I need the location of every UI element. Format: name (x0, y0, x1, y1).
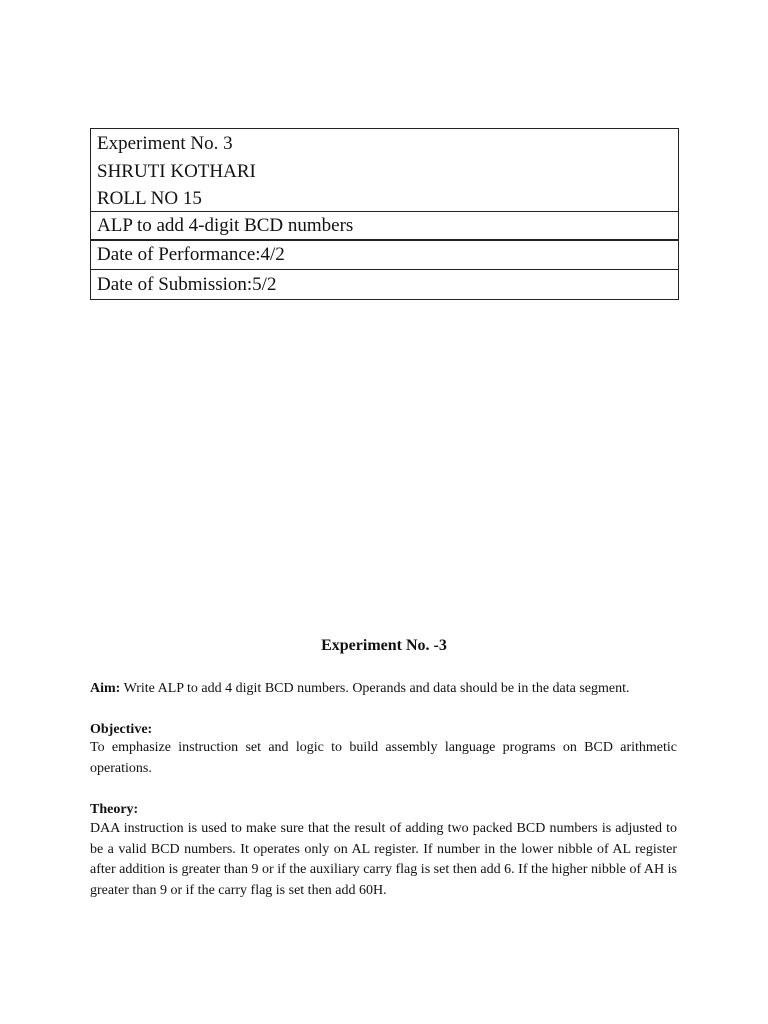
date-of-submission: Date of Submission:5/2 (97, 274, 277, 295)
student-name: SHRUTI KOTHARI (97, 160, 256, 182)
aim-text: Write ALP to add 4 digit BCD numbers. Operands and data should be in the data segment. (120, 681, 630, 696)
experiment-title: ALP to add 4-digit BCD numbers (91, 212, 678, 241)
objective-text: To emphasize instruction set and logic to build assembly language programs on BCD arithmetic operations. (90, 740, 677, 776)
roll-number: ROLL NO 15 (97, 188, 202, 209)
theory-label: Theory: (90, 802, 139, 817)
document-heading: Experiment No. -3 (321, 637, 447, 654)
header-table (90, 128, 679, 300)
objective-label: Objective: (90, 722, 153, 737)
aim-label: Aim: (90, 681, 121, 696)
date-of-performance: Date of Performance:4/2 (91, 241, 678, 270)
theory-text: DAA instruction is used to make sure that the result of adding two packed BCD numbers is adjusted to be a valid BCD numbers. It operates only on AL register. If number in the lower nibble of AL register after addition is greater than 9 or if the auxiliary carry flag is set then add 6. If the higher nibble of AH is greater than 9 or if the carry flag is set then add 60H. (90, 821, 677, 898)
identity-cell (91, 129, 678, 212)
experiment-number: Experiment No. 3 (97, 133, 233, 154)
aim-paragraph (90, 679, 677, 700)
